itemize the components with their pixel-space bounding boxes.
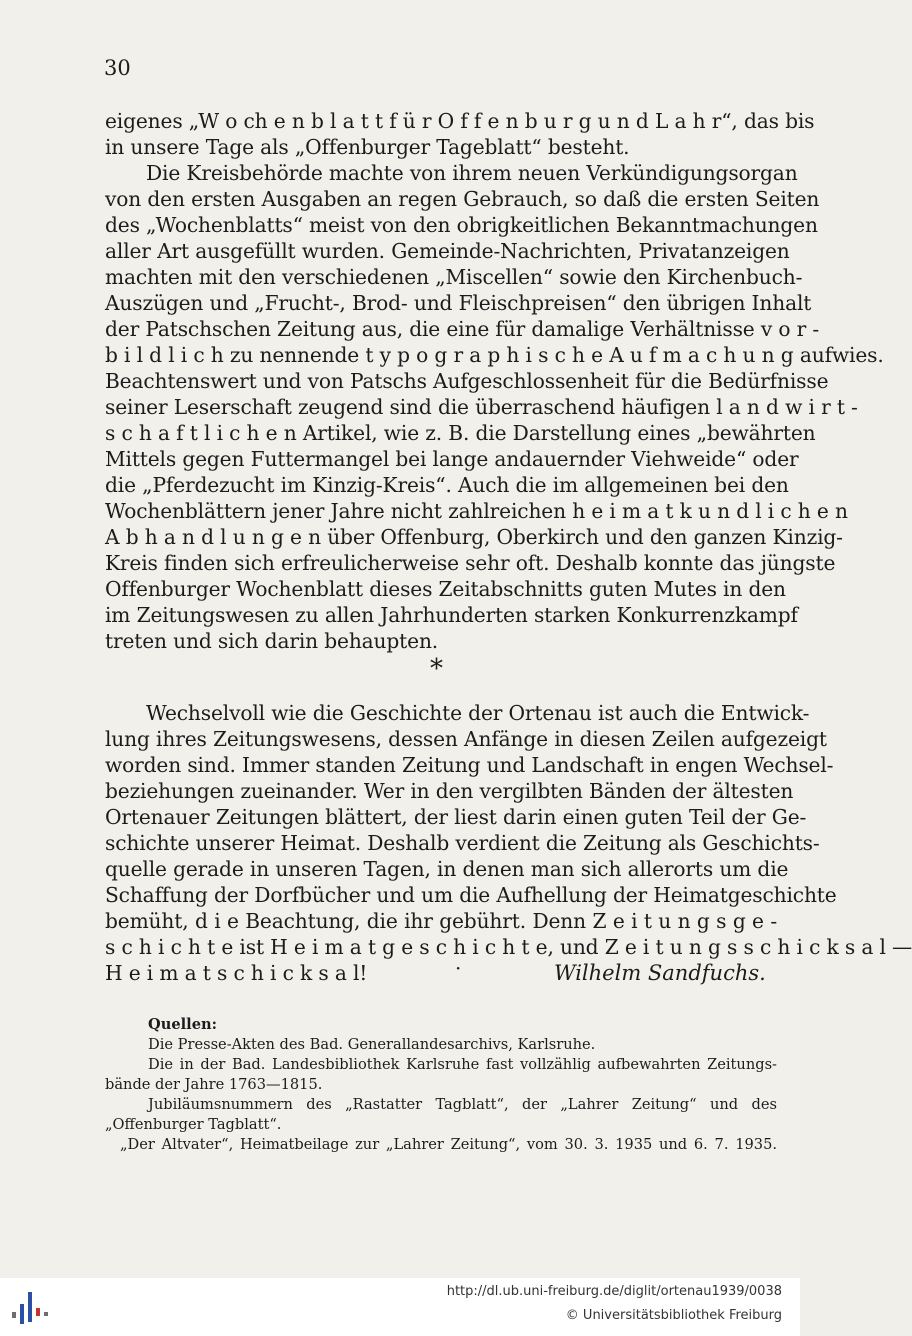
text-line: Ortenauer Zeitungen blättert, der liest darin einen guten Teil der Ge- bbox=[105, 805, 807, 829]
text-line: des „Wochenblatts“ meist von den obrigkeitlichen Bekanntmachungen bbox=[105, 213, 818, 237]
author-signature: Wilhelm Sandfuchs. bbox=[554, 961, 766, 985]
text-line: Beachtenswert und von Patschs Aufgeschlossenheit für die Bedürfnisse bbox=[105, 369, 829, 393]
text-line: s c h i c h t e ist H e i m a t g e s c h i c h t e, und Z e i t u n g s s c h i c k s a l — bbox=[105, 935, 912, 959]
text-line: machten mit den verschiedenen „Miscellen“ sowie den Kirchenbuch- bbox=[105, 265, 803, 289]
source-line: Die Presse-Akten des Bad. Generallandesarchivs, Karlsruhe. bbox=[148, 1036, 596, 1053]
text-line: in unsere Tage als „Offenburger Tageblatt“ besteht. bbox=[105, 135, 630, 159]
page-number: 30 bbox=[104, 56, 131, 80]
text-line: von den ersten Ausgaben an regen Gebrauch, so daß die ersten Seiten bbox=[105, 187, 820, 211]
source-line: Die in der Bad. Landesbibliothek Karlsruhe fast vollzählig aufbewahrten Zeitungs- bbox=[148, 1056, 777, 1073]
text-line: treten und sich darin behaupten. bbox=[105, 629, 439, 653]
text-line: beziehungen zueinander. Wer in den vergilbten Bänden der ältesten bbox=[105, 779, 794, 803]
text-line: Offenburger Wochenblatt dieses Zeitabschnitts guten Mutes in den bbox=[105, 577, 786, 601]
text-line: A b h a n d l u n g e n über Offenburg, Oberkirch und den ganzen Kinzig- bbox=[105, 525, 843, 549]
text-line: Schaffung der Dorfbücher und um die Aufhellung der Heimatgeschichte bbox=[105, 883, 837, 907]
text-line: bemüht, d i e Beachtung, die ihr gebührt. Denn Z e i t u n g s g e - bbox=[105, 909, 777, 933]
source-line: „Offenburger Tagblatt“. bbox=[105, 1116, 282, 1133]
text-line: im Zeitungswesen zu allen Jahrhunderten starken Konkurrenzkampf bbox=[105, 603, 798, 627]
library-logo-icon bbox=[10, 1290, 52, 1326]
text-line: eigenes „W o ch e n b l a t t f ü r O f f e n b u r g u n d L a h r“, das bis bbox=[105, 109, 815, 133]
text-line: worden sind. Immer standen Zeitung und Landschaft in engen Wechsel- bbox=[105, 753, 834, 777]
source-url-link[interactable]: http://dl.ub.uni-freiburg.de/diglit/ortenau1939/0038 bbox=[446, 1284, 782, 1299]
text-line: lung ihres Zeitungswesens, dessen Anfänge in diesen Zeilen aufgezeigt bbox=[105, 727, 827, 751]
text-line: s c h a f t l i c h e n Artikel, wie z. B. die Darstellung eines „bewährten bbox=[105, 421, 816, 445]
text-line: Auszügen und „Frucht-, Brod- und Fleischpreisen“ den übrigen Inhalt bbox=[105, 291, 812, 315]
viewer-footer bbox=[0, 1278, 800, 1336]
text-line: quelle gerade in unseren Tagen, in denen man sich allerorts um die bbox=[105, 857, 789, 881]
text-line: Kreis finden sich erfreulicherweise sehr oft. Deshalb konnte das jüngste bbox=[105, 551, 836, 575]
text-line: Mittels gegen Futtermangel bei lange andauernder Viehweide“ oder bbox=[105, 447, 799, 471]
text-line: Wechselvoll wie die Geschichte der Ortenau ist auch die Entwick- bbox=[146, 701, 810, 725]
text-line: b i l d l i c h zu nennende t y p o g r a p h i s c h e A u f m a c h u n g aufwies. bbox=[105, 343, 884, 367]
source-line: „Der Altvater“, Heimatbeilage zur „Lahrer Zeitung“, vom 30. 3. 1935 und 6. 7. 1935. bbox=[120, 1136, 777, 1153]
text-line: schichte unserer Heimat. Deshalb verdient die Zeitung als Geschichts- bbox=[105, 831, 820, 855]
text-line: seiner Leserschaft zeugend sind die überraschend häufigen l a n d w i r t - bbox=[105, 395, 858, 419]
text-line: aller Art ausgefüllt wurden. Gemeinde-Nachrichten, Privatanzeigen bbox=[105, 239, 790, 263]
stray-dot: · bbox=[455, 956, 462, 980]
text-line: die „Pferdezucht im Kinzig-Kreis“. Auch die im allgemeinen bei den bbox=[105, 473, 789, 497]
source-line: bände der Jahre 1763—1815. bbox=[105, 1076, 323, 1093]
sources-heading: Quellen: bbox=[148, 1016, 217, 1033]
text-line: Wochenblättern jener Jahre nicht zahlreichen h e i m a t k u n d l i c h e n bbox=[105, 499, 848, 523]
copyright-text: © Universitätsbibliothek Freiburg bbox=[565, 1308, 782, 1323]
text-line: Die Kreisbehörde machte von ihrem neuen Verkündigungsorgan bbox=[146, 161, 798, 185]
text-line: H e i m a t s c h i c k s a l! bbox=[105, 961, 368, 985]
text-line: der Patschschen Zeitung aus, die eine für damalige Verhältnisse v o r - bbox=[105, 317, 820, 341]
source-line: Jubiläumsnummern des „Rastatter Tagblatt“, der „Lahrer Zeitung“ und des bbox=[148, 1096, 777, 1113]
section-separator: * bbox=[430, 654, 443, 684]
